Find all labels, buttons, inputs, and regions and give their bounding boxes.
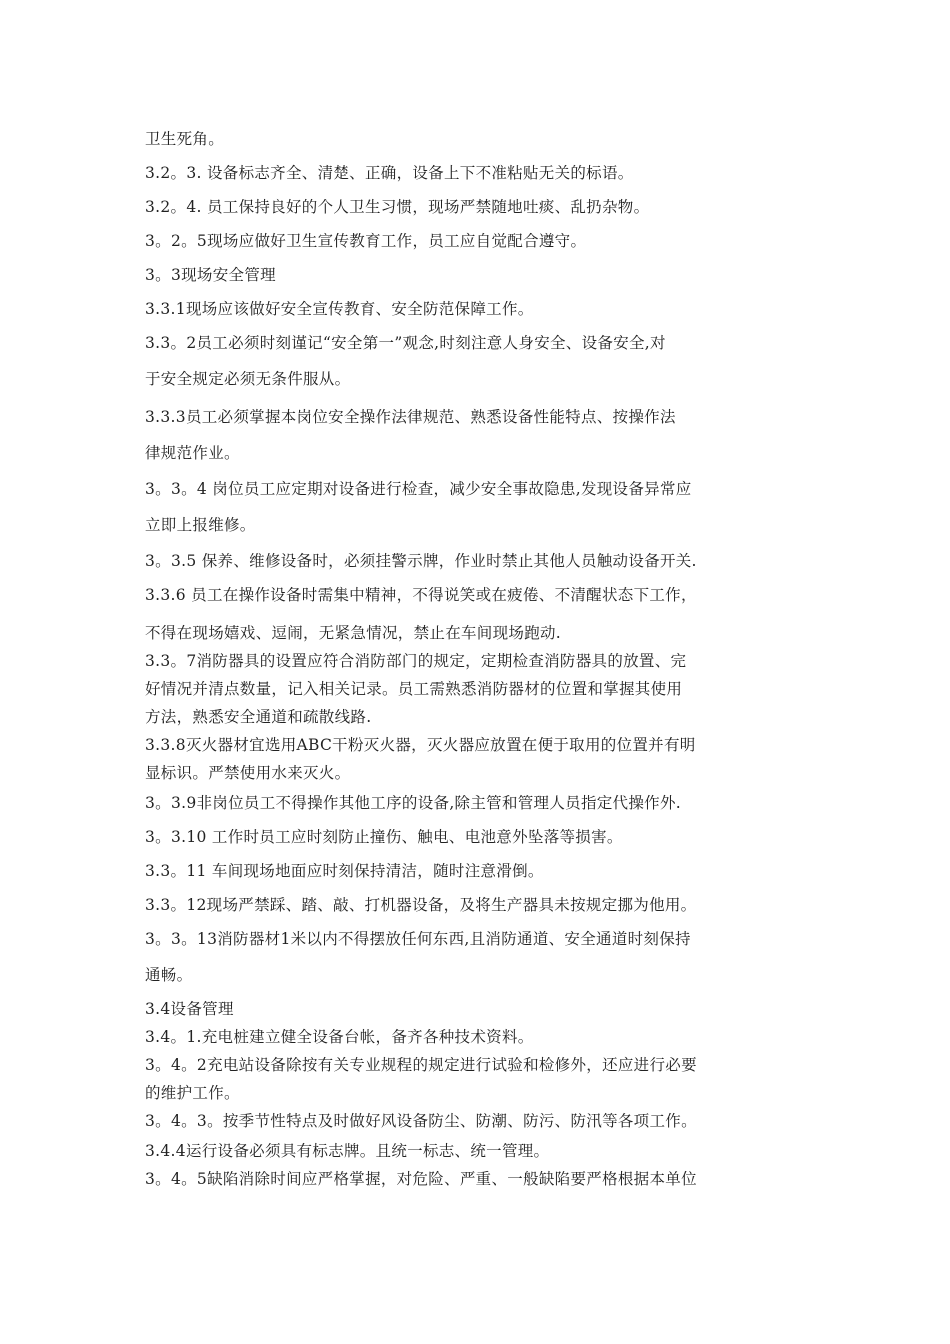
text-line: 律规范作业。 — [145, 444, 240, 462]
text-line: 好情况并清点数量，记入相关记录。员工需熟悉消防器材的位置和掌握其使用 — [145, 680, 683, 698]
text-line: 3.3。11 车间现场地面应时刻保持清洁，随时注意滑倒。 — [145, 862, 544, 880]
text-line: 的维护工作。 — [145, 1084, 240, 1102]
text-line: 卫生死角。 — [145, 130, 225, 148]
text-line: 于安全规定必须无条件服从。 — [145, 370, 351, 388]
text-line: 方法，熟悉安全通道和疏散线路. — [145, 708, 372, 726]
text-line: 3.2。3. 设备标志齐全、清楚、正确，设备上下不准粘贴无关的标语。 — [145, 164, 634, 182]
text-line: 3。2。5现场应做好卫生宣传教育工作，员工应自觉配合遵守。 — [145, 232, 587, 250]
text-line: 3.3。12现场严禁踩、踏、敲、打机器设备，及将生产器具未按规定挪为他用。 — [145, 896, 697, 914]
text-line: 3。3。4 岗位员工应定期对设备进行检查，减少安全事故隐患,发现设备异常应 — [145, 480, 692, 498]
text-line: 3.3.3员工必须掌握本岗位安全操作法律规范、熟悉设备性能特点、按操作法 — [145, 408, 676, 426]
text-line: 3。3.5 保养、维修设备时，必须挂警示牌，作业时禁止其他人员触动设备开关. — [145, 552, 697, 570]
text-line: 3.4。1.充电桩建立健全设备台帐，备齐各种技术资料。 — [145, 1028, 534, 1046]
text-line: 通畅。 — [145, 966, 193, 984]
text-line: 3。3.9非岗位员工不得操作其他工序的设备,除主管和管理人员指定代操作外. — [145, 794, 681, 812]
text-line: 3。4。2充电站设备除按有关专业规程的规定进行试验和检修外，还应进行必要 — [145, 1056, 697, 1074]
text-line: 3.3.8灭火器材宜选用ABC干粉灭火器，灭火器应放置在便于取用的位置并有明 — [145, 736, 696, 754]
text-line: 3。4。5缺陷消除时间应严格掌握，对危险、严重、一般缺陷要严格根据本单位 — [145, 1170, 697, 1188]
text-line: 3.2。4. 员工保持良好的个人卫生习惯，现场严禁随地吐痰、乱扔杂物。 — [145, 198, 650, 216]
text-line: 立即上报维修。 — [145, 516, 256, 534]
text-line: 3.3.1现场应该做好安全宣传教育、安全防范保障工作。 — [145, 300, 534, 318]
text-line: 3.3.6 员工在操作设备时需集中精神，不得说笑或在疲倦、不清醒状态下工作， — [145, 586, 697, 604]
text-line: 3.3。2员工必须时刻谨记“安全第一”观念,时刻注意人身安全、设备安全,对 — [145, 334, 666, 352]
text-line: 3.4.4运行设备必须具有标志牌。且统一标志、统一管理。 — [145, 1142, 550, 1160]
text-line: 不得在现场嬉戏、逗闹，无紧急情况，禁止在车间现场跑动. — [145, 624, 562, 642]
text-line: 3.3。7消防器具的设置应符合消防部门的规定，定期检查消防器具的放置、完 — [145, 652, 687, 670]
text-line: 3。3现场安全管理 — [145, 266, 276, 284]
text-line: 显标识。严禁使用水来灭火。 — [145, 764, 351, 782]
text-line: 3。3。13消防器材1米以内不得摆放任何东西,且消防通道、安全通道时刻保持 — [145, 930, 691, 948]
text-line: 3。4。3。按季节性特点及时做好风设备防尘、防潮、防污、防汛等各项工作。 — [145, 1112, 697, 1130]
text-line: 3.4设备管理 — [145, 1000, 234, 1018]
text-line: 3。3.10 工作时员工应时刻防止撞伤、触电、电池意外坠落等损害。 — [145, 828, 623, 846]
